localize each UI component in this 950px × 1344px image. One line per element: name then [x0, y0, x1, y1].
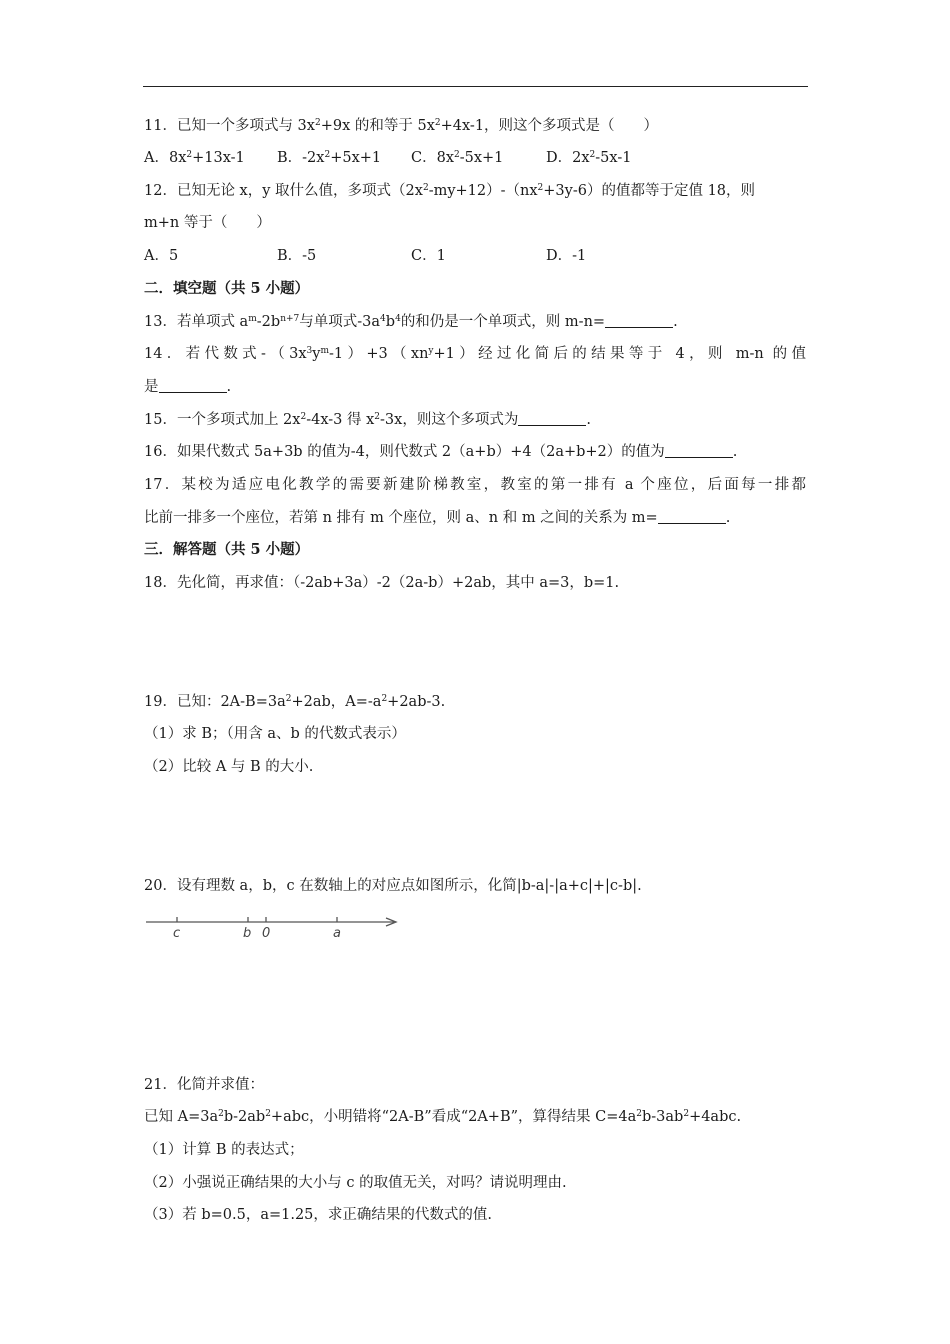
option-d: D．$2x^2-5x-1$	[546, 150, 632, 166]
section-solve: 三．解答题（共 5 小题）	[144, 541, 310, 558]
question-21-part-2: （2）小强说正确结果的大小与 c 的取值无关，对吗？请说明理由.	[144, 1175, 567, 1191]
answer-blank[interactable]	[159, 378, 227, 393]
answer-blank[interactable]	[605, 313, 673, 328]
question-19-part-2: （2）比较 A 与 B 的大小.	[144, 759, 314, 775]
question-12-options	[144, 246, 804, 266]
label-a: a	[333, 926, 341, 940]
question-20: 20．设有理数 a，b，c 在数轴上的对应点如图所示，化简|b-a|-|a+c|+|c-b|.	[144, 878, 642, 894]
question-21-given: 已知 $A=3a^2b-2ab^2+abc$，小明错将“2A-B”看成“2A+B”，算得结果 $C=4a^2b-3ab^2+4abc$.	[144, 1109, 742, 1125]
section-fill-in: 二．填空题（共 5 小题）	[144, 280, 310, 297]
answer-blank[interactable]	[518, 411, 586, 426]
option-b: B．-5	[277, 248, 317, 264]
question-12: 12．已知无论 x，y 取什么值，多项式$(2x^2-my+12)-(nx^2+3y-6)$的值都等于定值 18，则	[144, 183, 756, 199]
label-c: c	[173, 926, 181, 940]
header-rule	[143, 86, 808, 87]
option-c: C．$8x^2-5x+1$	[411, 150, 504, 166]
question-12-cont: m+n 等于（ ）	[144, 215, 271, 231]
number-line-figure	[144, 910, 404, 940]
question-19: 19．已知：$2A-B=3a^2+2ab$，$A=-a^2+2ab-3$.	[144, 694, 446, 710]
question-18: 18．先化简，再求值：（-2ab+3a）-2（2a-b）+2ab，其中 a=3，b=1.	[144, 575, 620, 591]
question-17: 17．某校为适应电化教学的需要新建阶梯教室，教室的第一排有 a 个座位，后面每一排都	[144, 477, 806, 493]
question-19-part-1: （1）求 B；（用含 a、b 的代数式表示）	[144, 726, 406, 742]
label-zero: 0	[262, 926, 271, 940]
question-14: 14．若代数式$-(3x^3y^m-1)+3(xn^y+1)$经过化简后的结果等于 4，则 m-n 的值	[144, 346, 806, 362]
option-a: A．$8x^2+13x-1$	[144, 150, 245, 166]
option-b: B．$-2x^2+5x+1$	[277, 150, 382, 166]
question-21: 21．化简并求值：	[144, 1077, 264, 1093]
question-14-cont: 是 .	[144, 379, 232, 395]
question-15: 15．一个多项式加上 $2x^2-4x-3$ 得 $x^2-3x$，则这个多项式为 .	[144, 412, 591, 428]
option-d: D．-1	[546, 248, 587, 264]
option-a: A．5	[144, 248, 179, 264]
question-21-part-3: （3）若 b=0.5，a=1.25，求正确结果的代数式的值.	[144, 1207, 493, 1223]
question-21-part-1: （1）计算 B 的表达式；	[144, 1142, 304, 1158]
question-11-options	[144, 148, 804, 168]
question-13: 13．若单项式 $a^m-2b^{n+7}$与单项式$-3a^4b^4$的和仍是一个单项式，则 m-n= .	[144, 314, 678, 330]
option-c: C．1	[411, 248, 446, 264]
question-17-cont: 比前一排多一个座位，若第 n 排有 m 个座位，则 a、n 和 m 之间的关系为 m= .	[144, 510, 731, 526]
label-b: b	[243, 926, 252, 940]
answer-blank[interactable]	[658, 509, 726, 524]
question-16: 16．如果代数式 5a+3b 的值为-4，则代数式 2（a+b）+4（2a+b+2）的值为 .	[144, 444, 738, 460]
answer-blank[interactable]	[665, 443, 733, 458]
question-11: 11．已知一个多项式与 $3x^2+9x$ 的和等于 $5x^2+4x-1$，则这个多项式是（ ）	[144, 118, 659, 134]
